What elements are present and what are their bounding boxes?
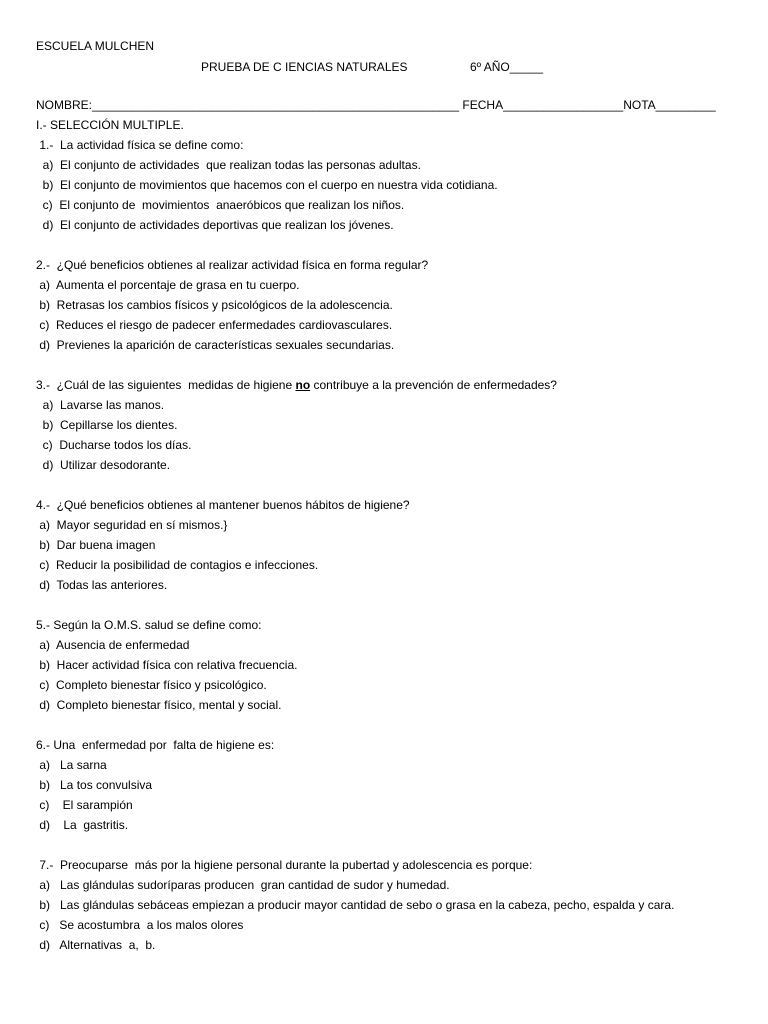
- option-d: d) El conjunto de actividades deportivas que realizan los jóvenes.: [36, 218, 394, 232]
- option-c: c) Completo bienestar físico y psicológico.: [36, 678, 267, 692]
- question-5: [36, 615, 736, 715]
- option-d: d) Previenes la aparición de características sexuales secundarias.: [36, 338, 395, 352]
- option-a: a) El conjunto de actividades que realizan todas las personas adultas.: [36, 158, 421, 172]
- option-a: a) Ausencia de enfermedad: [36, 638, 190, 652]
- option-c: c) Se acostumbra a los malos olores: [36, 918, 244, 932]
- option-d: d) Alternativas a, b.: [36, 938, 156, 952]
- question-7: [36, 855, 736, 955]
- question-3: [36, 375, 736, 475]
- question-stem: 6.- Una enfermedad por falta de higiene es:: [36, 738, 275, 752]
- option-c: c) Reducir la posibilidad de contagios e infecciones.: [36, 558, 319, 572]
- option-d: d) La gastritis.: [36, 818, 129, 832]
- option-a: a) Las glándulas sudoríparas producen gran cantidad de sudor y humedad.: [36, 878, 450, 892]
- question-stem: 4.- ¿Qué beneficios obtienes al mantener buenos hábitos de higiene?: [36, 498, 410, 512]
- question-4: [36, 495, 736, 595]
- question-stem: 1.- La actividad física se define como:: [36, 138, 244, 152]
- option-a: a) La sarna: [36, 758, 107, 772]
- option-b: b) La tos convulsiva: [36, 778, 153, 792]
- grade-field: 6º AÑO_____: [470, 60, 544, 74]
- option-b: b) Las glándulas sebáceas empiezan a producir mayor cantidad de sebo o grasa en la cabeza, pecho, espalda y cara.: [36, 898, 675, 912]
- option-c: c) El conjunto de movimientos anaeróbicos que realizan los niños.: [36, 198, 405, 212]
- question-stem: 5.- Según la O.M.S. salud se define como:: [36, 618, 262, 632]
- question-1: [36, 135, 736, 235]
- option-a: a) Lavarse las manos.: [36, 398, 165, 412]
- school-name: ESCUELA MULCHEN: [36, 39, 155, 53]
- test-title: PRUEBA DE C IENCIAS NATURALES: [201, 60, 408, 74]
- option-b: b) Hacer actividad física con relativa frecuencia.: [36, 658, 298, 672]
- option-a: a) Mayor seguridad en sí mismos.}: [36, 518, 228, 532]
- stem-text: 3.- ¿Cuál de las siguientes medidas de higiene: [36, 378, 296, 392]
- option-d: d) Todas las anteriores.: [36, 578, 168, 592]
- question-stem: [36, 375, 736, 395]
- section-title: I.- SELECCIÓN MULTIPLE.: [36, 118, 184, 132]
- question-stem: 2.- ¿Qué beneficios obtienes al realizar actividad física en forma regular?: [36, 258, 429, 272]
- option-c: c) Ducharse todos los días.: [36, 438, 192, 452]
- name-date-grade-line: NOMBRE:_______________________________________________________ FECHA__________________NOTA_________: [36, 98, 716, 112]
- option-b: b) El conjunto de movimientos que hacemos con el cuerpo en nuestra vida cotidiana.: [36, 178, 498, 192]
- question-stem: 7.- Preocuparse más por la higiene personal durante la pubertad y adolescencia es porque:: [36, 858, 533, 872]
- option-c: c) Reduces el riesgo de padecer enfermedades cardiovasculares.: [36, 318, 393, 332]
- option-b: b) Dar buena imagen: [36, 538, 156, 552]
- question-2: [36, 255, 736, 355]
- option-b: b) Retrasas los cambios físicos y psicológicos de la adolescencia.: [36, 298, 393, 312]
- option-b: b) Cepillarse los dientes.: [36, 418, 178, 432]
- stem-text: contribuye a la prevención de enfermedades?: [310, 378, 557, 392]
- option-a: a) Aumenta el porcentaje de grasa en tu cuerpo.: [36, 278, 300, 292]
- option-c: c) El sarampión: [36, 798, 133, 812]
- emphasis-no: no: [295, 378, 311, 392]
- option-d: d) Utilizar desodorante.: [36, 458, 171, 472]
- question-6: [36, 735, 736, 835]
- option-d: d) Completo bienestar físico, mental y social.: [36, 698, 282, 712]
